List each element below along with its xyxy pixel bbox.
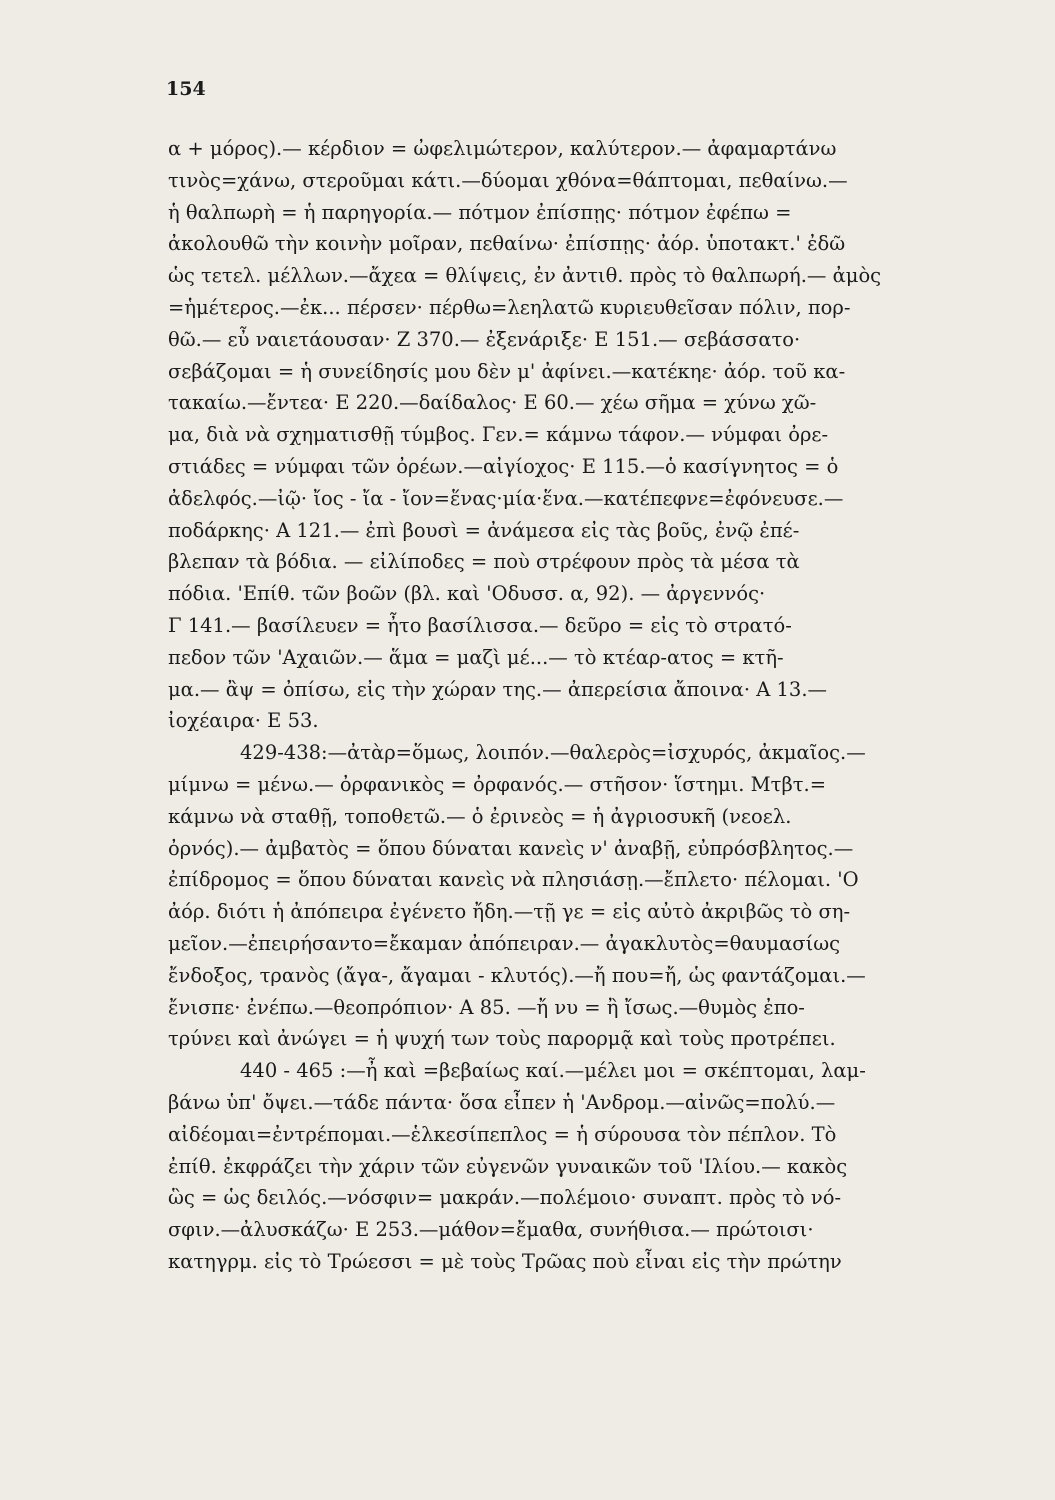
text-line: στιάδες = νύμφαι τῶν ὀρέων.—αἰγίοχος· Ε 115.—ὁ κασίγνητος = ὁ — [168, 455, 839, 478]
text-line: =ἡμέτερος.—ἐκ... πέρσεν· πέρθω=λεηλατῶ κυριευθεῖσαν πόλιν, πορ- — [168, 296, 851, 319]
text-line: μα, διὰ νὰ σχηματισθῇ τύμβος. Γεν.= κάμνω τάφον.— νύμφαι ὀρε- — [168, 423, 829, 447]
text-line: σεβάζομαι = ἡ συνείδησίς μου δὲν μ' ἀφίνει.—κατέκηε· ἀόρ. τοῦ κα- — [168, 359, 846, 383]
text-line: ἰοχέαιρα· Ε 53. — [168, 709, 319, 733]
text-line: Γ 141.— βασίλευεν = ἦτο βασίλισσα.— δεῦρο = εἰς τὸ στρατό- — [168, 614, 792, 637]
text-line: κάμνω νὰ σταθῇ, τοποθετῶ.— ὁ ἐρινεὸς = ἡ ἀγριοσυκῆ (νεοελ. — [168, 804, 792, 828]
text-line: τακαίω.—ἔντεα· Ε 220.—δαίδαλος· Ε 60.— χέω σῆμα = χύνω χῶ- — [168, 391, 817, 415]
text-line: ἀόρ. διότι ἡ ἀπόπειρα ἐγένετο ἤδη.—τῇ γε = εἰς αὐτὸ ἀκριβῶς τὸ ση- — [168, 900, 851, 924]
text-line: πόδια. 'Επίθ. τῶν βοῶν (βλ. καὶ 'Οδυσσ. α, 92). — ἀργεννός· — [168, 582, 766, 606]
text-line: ποδάρκης· Α 121.— ἐπὶ βουσὶ = ἀνάμεσα εἰς τὰς βοῦς, ἐνῷ ἐπέ- — [168, 518, 800, 542]
text-line: βάνω ὑπ' ὄψει.—τάδε πάντα· ὅσα εἶπεν ἡ 'Ανδρομ.—αἰνῶς=πολύ.— — [168, 1091, 836, 1114]
text-line: α + μόρος).— κέρδιον = ὠφελιμώτερον, καλύτερον.— ἀφαμαρτάνω — [168, 137, 837, 160]
text-line: τρύνει καὶ ἀνώγει = ἡ ψυχή των τοὺς παρορμᾷ καὶ τοὺς προτρέπει. — [168, 1027, 836, 1051]
text-line: τινὸς=χάνω, στεροῦμαι κάτι.—δύομαι χθόνα=θάπτομαι, πεθαίνω.— — [168, 168, 848, 192]
text-line: μίμνω = μένω.— ὀρφανικὸς = ὀρφανός.— στῆσον· ἵστημι. Μτβτ.= — [168, 773, 827, 796]
text-line: θῶ.— εὖ ναιετάουσαν· Ζ 370.— ἐξενάριξε· Ε 151.— σεβάσσατο· — [168, 327, 801, 351]
text-line-section-start: 440 - 465 :—ἦ καὶ =βεβαίως καί.—μέλει μοι = σκέπτομαι, λαμ- — [240, 1059, 866, 1083]
text-line: βλεπαν τὰ βόδια. — εἰλίποδες = ποὺ στρέφουν πρὸς τὰ μέσα τὰ — [168, 550, 800, 574]
text-line: σφιν.—ἀλυσκάζω· Ε 253.—μάθον=ἔμαθα, συνήθισα.— πρώτοισι· — [168, 1218, 814, 1242]
text-line: αἰδέομαι=ἐντρέπομαι.—ἑλκεσίπεπλος = ἡ σύρουσα τὸν πέπλον. Τὸ — [168, 1122, 837, 1146]
text-line: μεῖον.—ἐπειρήσαντο=ἔκαμαν ἀπόπειραν.— ἀγακλυτὸς=θαυμασίως — [168, 932, 841, 955]
page-number: 154 — [166, 78, 206, 100]
text-line: πεδον τῶν 'Αχαιῶν.— ἅμα = μαζὶ μέ...— τὸ κτέαρ-ατος = κτῆ- — [168, 645, 784, 669]
text-line: ἔνισπε· ἐνέπω.—θεοπρόπιον· Α 85. —ἤ νυ = ἢ ἴσως.—θυμὸς ἐπο- — [168, 995, 805, 1019]
text-line: ἐπίθ. ἐκφράζει τὴν χάριν τῶν εὐγενῶν γυναικῶν τοῦ 'Ιλίου.— κακὸς — [168, 1154, 848, 1178]
text-line-section-start: 429-438:—ἀτὰρ=ὅμως, λοιπόν.—θαλερὸς=ἰσχυρός, ἀκμαῖος.— — [240, 741, 866, 765]
text-line: μα.— ἂψ = ὀπίσω, εἰς τὴν χώραν της.— ἀπερείσια ἄποινα· Α 13.— — [168, 677, 828, 701]
text-line: ἀκολουθῶ τὴν κοινὴν μοῖραν, πεθαίνω· ἐπίσπῃς· ἀόρ. ὑποτακτ.' ἐδῶ — [168, 232, 846, 256]
text-line: ἐπίδρομος = ὅπου δύναται κανεὶς νὰ πλησιάσῃ.—ἔπλετο· πέλομαι. 'Ο — [168, 868, 859, 892]
text-line: ἔνδοξος, τρανὸς (ἄγα-, ἄγαμαι - κλυτός).—ἤ που=ἤ, ὡς φαντάζομαι.— — [168, 963, 866, 987]
text-line: κατηγρμ. εἰς τὸ Τρώεσσι = μὲ τοὺς Τρῶας ποὺ εἶναι εἰς τὴν πρώτην — [168, 1250, 842, 1273]
text-line: ἀδελφός.—ἰῷ· ἴος - ἴα - ἴον=ἕνας·μία·ἕνα.—κατέπεφνε=ἐφόνευσε.— — [168, 486, 844, 510]
text-line: ὡς τετελ. μέλλων.—ἄχεα = θλίψεις, ἐν ἀντιθ. πρὸς τὸ θαλπωρή.— ἀμὸς — [168, 264, 882, 288]
text-line: ὣς = ὡς δειλός.—νόσφιν= μακράν.—πολέμοιο· συναπτ. πρὸς τὸ νό- — [168, 1186, 842, 1210]
text-line: ἡ θαλπωρὴ = ἡ παρηγορία.— πότμον ἐπίσπῃς· πότμον ἐφέπω = — [168, 200, 792, 224]
text-line: ὀρνός).— ἀμβατὸς = ὅπου δύναται κανεὶς ν' ἀναβῇ, εὐπρόσβλητος.— — [168, 836, 854, 860]
